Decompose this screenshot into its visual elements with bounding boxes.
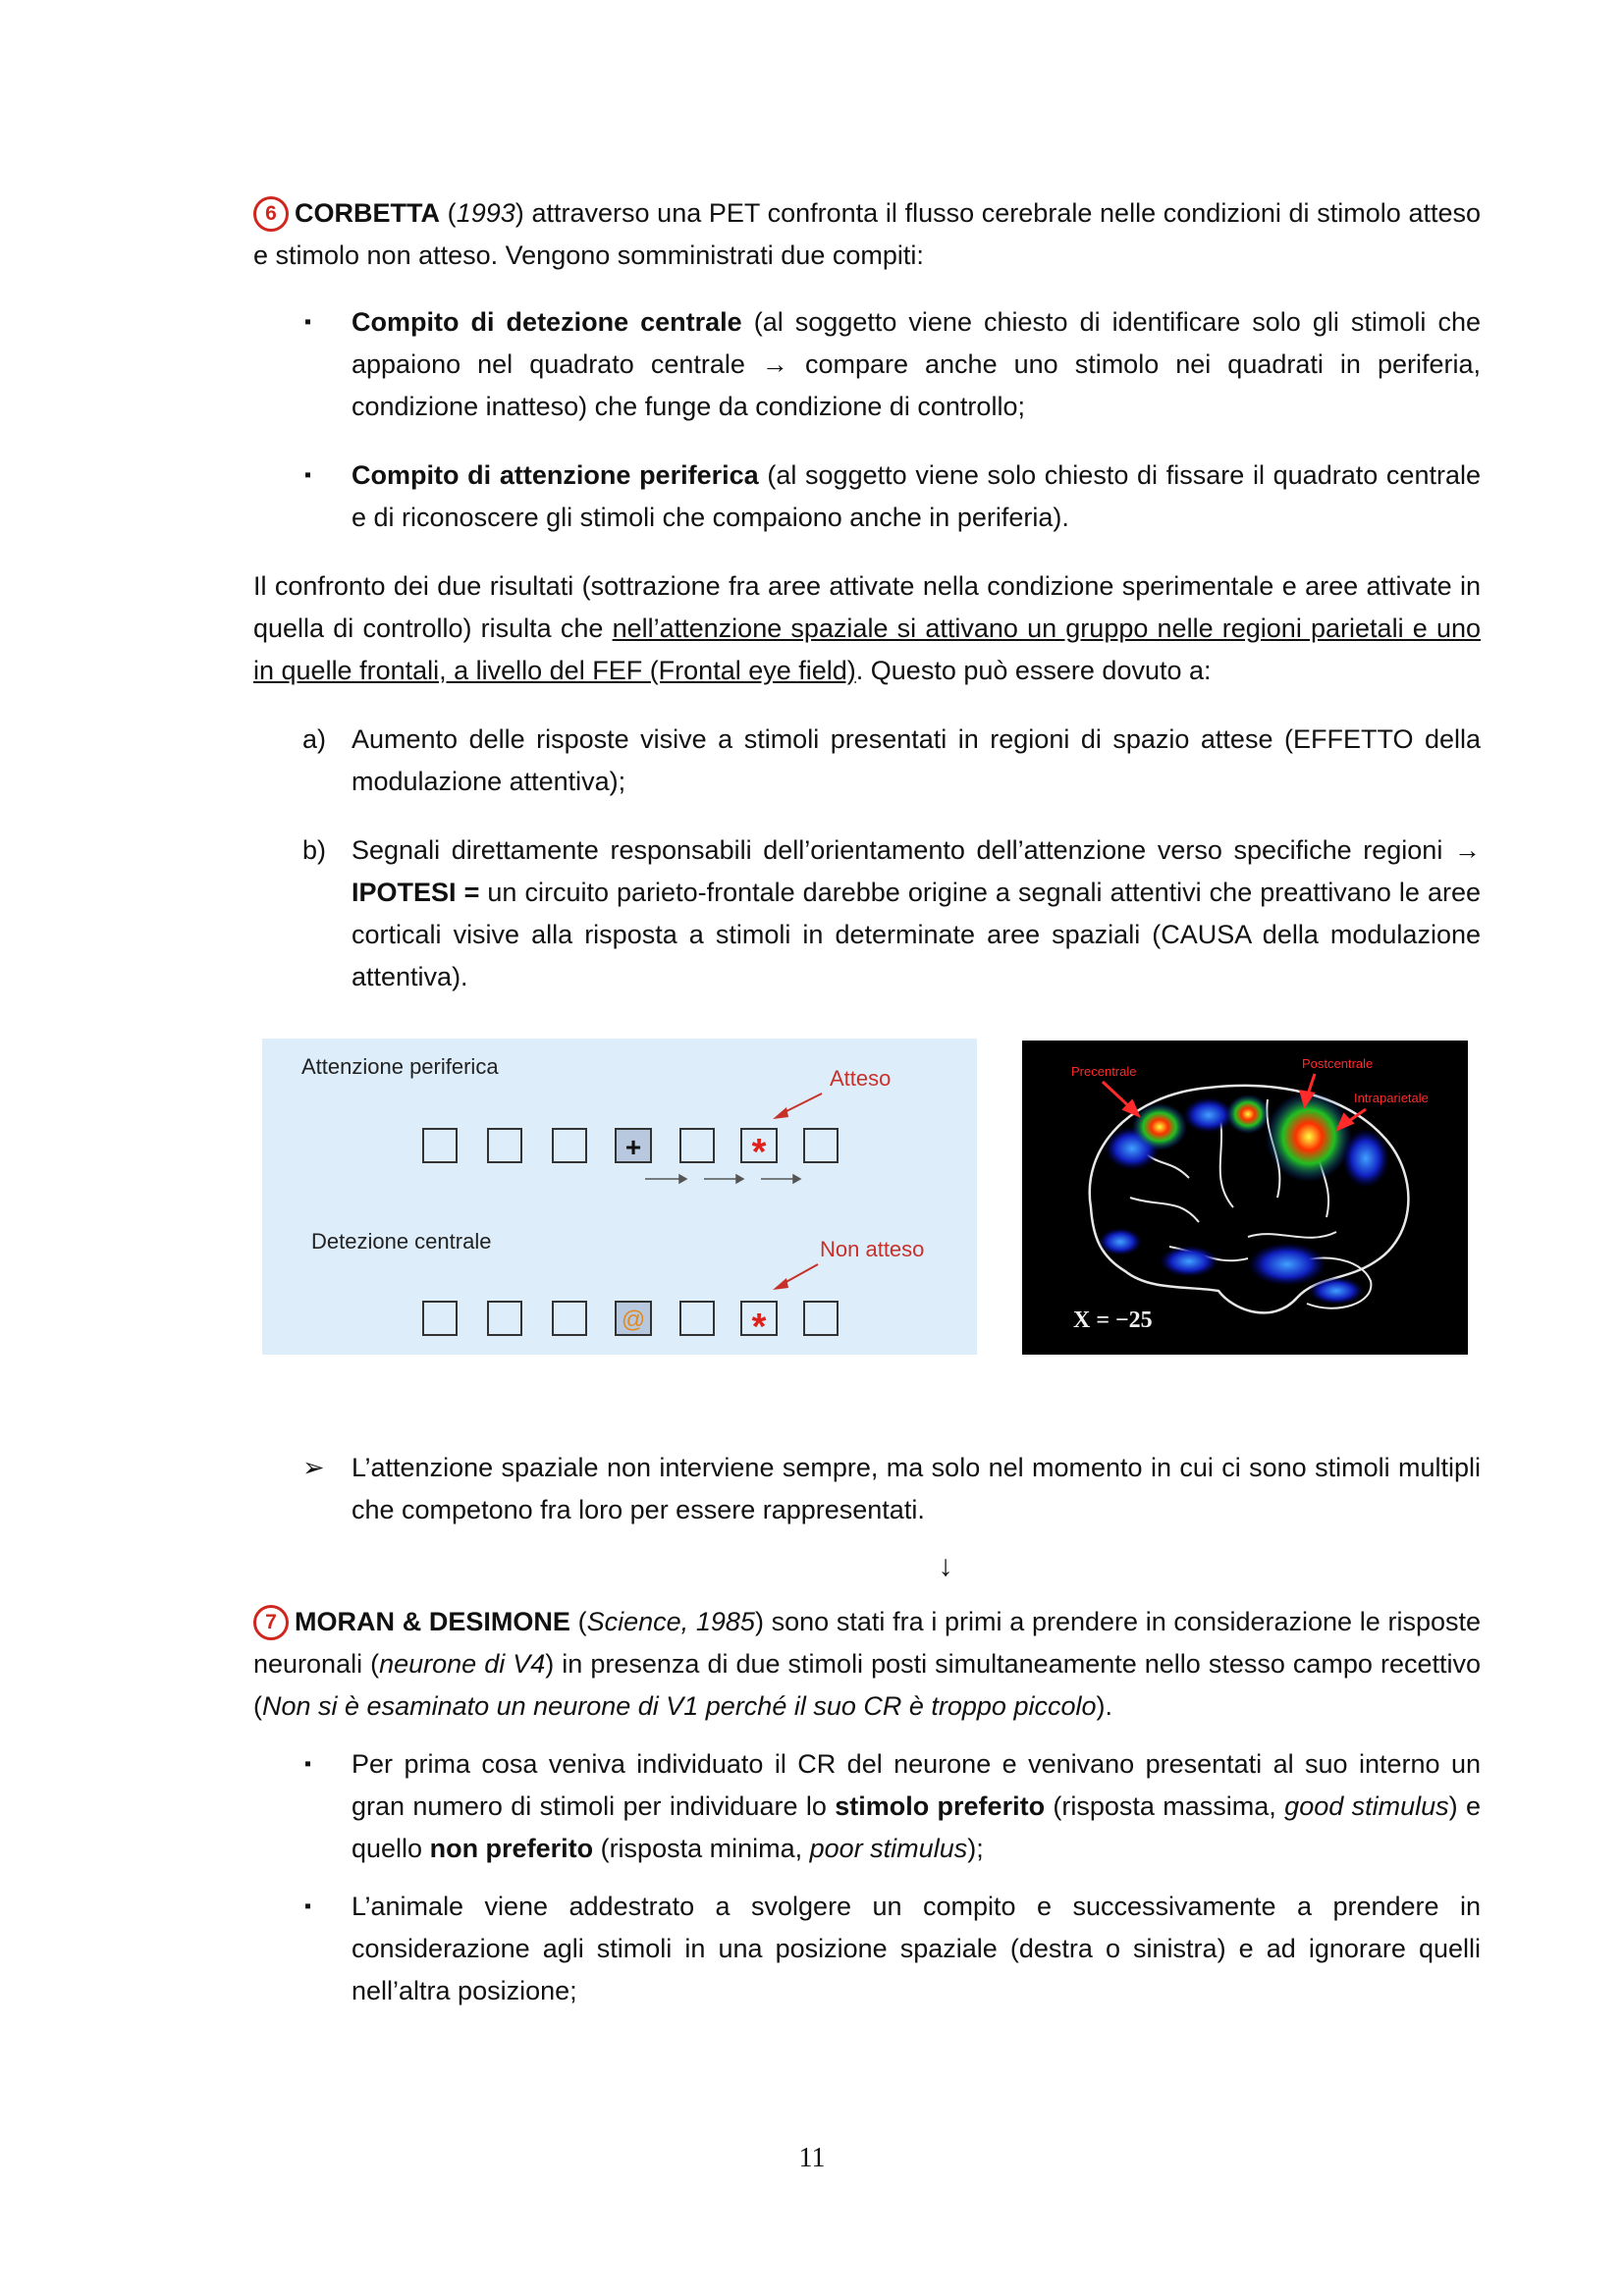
star-icon: * xyxy=(751,1132,767,1173)
section-6-intro: 6 CORBETTA (1993) attraverso una PET confronta il flusso cerebrale nelle condizioni di stimolo atteso e stimolo non atteso. Vengono somministrati due compiti: xyxy=(253,198,1481,270)
stimulus-box xyxy=(488,1302,521,1335)
list-item: ▪ L’animale viene addestrato a svolgere un compito e successivamente a prendere in considerazione agli stimoli in una posizione spaziale (destra o sinistra) e ad ignorare quelli nell’altra posizione; xyxy=(253,1886,1481,2012)
callout-unexpected-arrowhead xyxy=(773,1278,788,1290)
author-name: CORBETTA xyxy=(295,198,440,228)
at-symbol-icon: @ xyxy=(621,1307,646,1333)
author-names: MORAN & DESIMONE xyxy=(295,1607,570,1636)
list-item: ▪ Compito di detezione centrale (al soggetto viene chiesto di identificare solo gli stimoli che appaiono nel quadrato centrale → compare anche uno stimolo nei quadrati in periferia, condizione inatteso) che funge da condizione di controllo; xyxy=(253,301,1481,428)
activation-spot xyxy=(1226,1095,1270,1134)
stimulus-box xyxy=(423,1302,457,1335)
square-bullet-icon: ▪ xyxy=(304,464,312,486)
attention-shift-arrows xyxy=(645,1175,800,1183)
label-postcentral: Postcentrale xyxy=(1302,1056,1374,1071)
label-intraparietal: Intraparietale xyxy=(1354,1091,1429,1105)
star-icon: * xyxy=(751,1307,767,1348)
activation-spot xyxy=(1160,1246,1218,1277)
activation-spot xyxy=(1266,1092,1352,1182)
list-item-a: a) Aumento delle risposte visive a stimoli presentati in regioni di spazio attese (EFFETTO della modulazione attentiva); xyxy=(302,724,1481,796)
section-7-intro: 7 MORAN & DESIMONE (Science, 1985) sono stati fra i primi a prendere in considerazione le risposte neuronali (neurone di V4) in presenza di due stimoli posti simultaneamente nello stesso campo recettivo (Non si è esaminato un neurone di V1 perché il suo CR è troppo piccolo). xyxy=(253,1607,1482,1721)
stimulus-box xyxy=(680,1302,714,1335)
stimulus-box xyxy=(553,1302,586,1335)
callout-unexpected: Non atteso xyxy=(820,1237,925,1261)
fixation-cross-icon: + xyxy=(624,1132,642,1162)
stimulus-box xyxy=(553,1129,586,1162)
square-bullet-icon: ▪ xyxy=(304,1753,312,1775)
coordinate-label: X = −25 xyxy=(1073,1308,1153,1333)
list-item: ▪ Compito di attenzione periferica (al soggetto viene solo chiesto di fissare il quadrato centrale e di riconoscere gli stimoli che compaiono anche in periferia). xyxy=(253,454,1481,539)
activation-spot xyxy=(1342,1129,1389,1188)
section-number-badge: 7 xyxy=(253,1605,289,1640)
square-bullet-icon: ▪ xyxy=(304,311,312,333)
page-number: 11 xyxy=(798,2143,826,2173)
stimulus-box xyxy=(680,1129,714,1162)
list-item-b: b) Segnali direttamente responsabili dell’orientamento dell’attenzione verso specifiche regioni → IPOTESI = un circuito parieto-frontale darebbe origine a segnali attentivi che preattivano le aree corticali visive alla risposta a stimoli in determinate aree spaziali (CAUSA della modulazione attentiva). xyxy=(302,835,1481,991)
label-precentral: Precentrale xyxy=(1071,1064,1137,1079)
comparison-paragraph: Il confronto dei due risultati (sottrazione fra aree attivate nella condizione sperimentale e aree attivate in quella di controllo) risulta che nell’attenzione spaziale si attivano un gruppo nelle regioni parietali e uno in quelle frontali, a livello del FEF (Frontal eye field). Questo può essere dovuto a: xyxy=(253,571,1481,685)
callout-unexpected-line xyxy=(783,1264,818,1284)
underlined-finding: nell’attenzione spaziale si attivano un gruppo nelle regioni parietali e uno in quelle frontali, a livello del FEF (Frontal eye field) xyxy=(253,614,1481,685)
row-label-central: Detezione centrale xyxy=(311,1229,492,1254)
callout-expected-line xyxy=(783,1094,822,1113)
section-6 xyxy=(253,192,1481,998)
section-7-block xyxy=(253,1447,1481,2012)
callout-expected-arrowhead xyxy=(773,1107,788,1119)
list-item: ▪ Per prima cosa veniva individuato il CR del neurone e venivano presentati al suo interno un gran numero di stimoli per individuare lo stimolo preferito (risposta massima, good stimulus) e quello non preferito (risposta minima, poor stimulus); xyxy=(253,1743,1481,1870)
note-item: ➢ L’attenzione spaziale non interviene sempre, ma solo nel momento in cui ci sono stimoli multipli che competono fra loro per essere rappresentati. xyxy=(253,1447,1481,1531)
stimulus-box xyxy=(488,1129,521,1162)
stimulus-box xyxy=(804,1302,838,1335)
stimulus-box xyxy=(804,1129,838,1162)
pet-brain-scan-figure xyxy=(1022,1041,1468,1355)
right-arrow-icon: → xyxy=(1454,835,1481,865)
citation: Science, 1985 xyxy=(586,1607,755,1636)
callout-expected: Atteso xyxy=(830,1066,892,1091)
square-bullet-icon: ▪ xyxy=(304,1896,312,1917)
activation-spot xyxy=(1248,1243,1326,1286)
activation-spot xyxy=(1099,1228,1142,1255)
publication-year: 1993 xyxy=(456,198,515,228)
stimulus-box xyxy=(423,1129,457,1162)
arrow-bullet-icon: ➢ xyxy=(302,1453,325,1482)
activation-spot xyxy=(1132,1103,1187,1150)
down-arrow-icon: ↓ xyxy=(938,1550,953,1582)
section-number-badge: 6 xyxy=(253,196,289,232)
task-paradigm-figure xyxy=(262,1039,977,1355)
row-label-peripheral: Attenzione periferica xyxy=(301,1054,499,1079)
activation-spot xyxy=(1309,1277,1364,1305)
